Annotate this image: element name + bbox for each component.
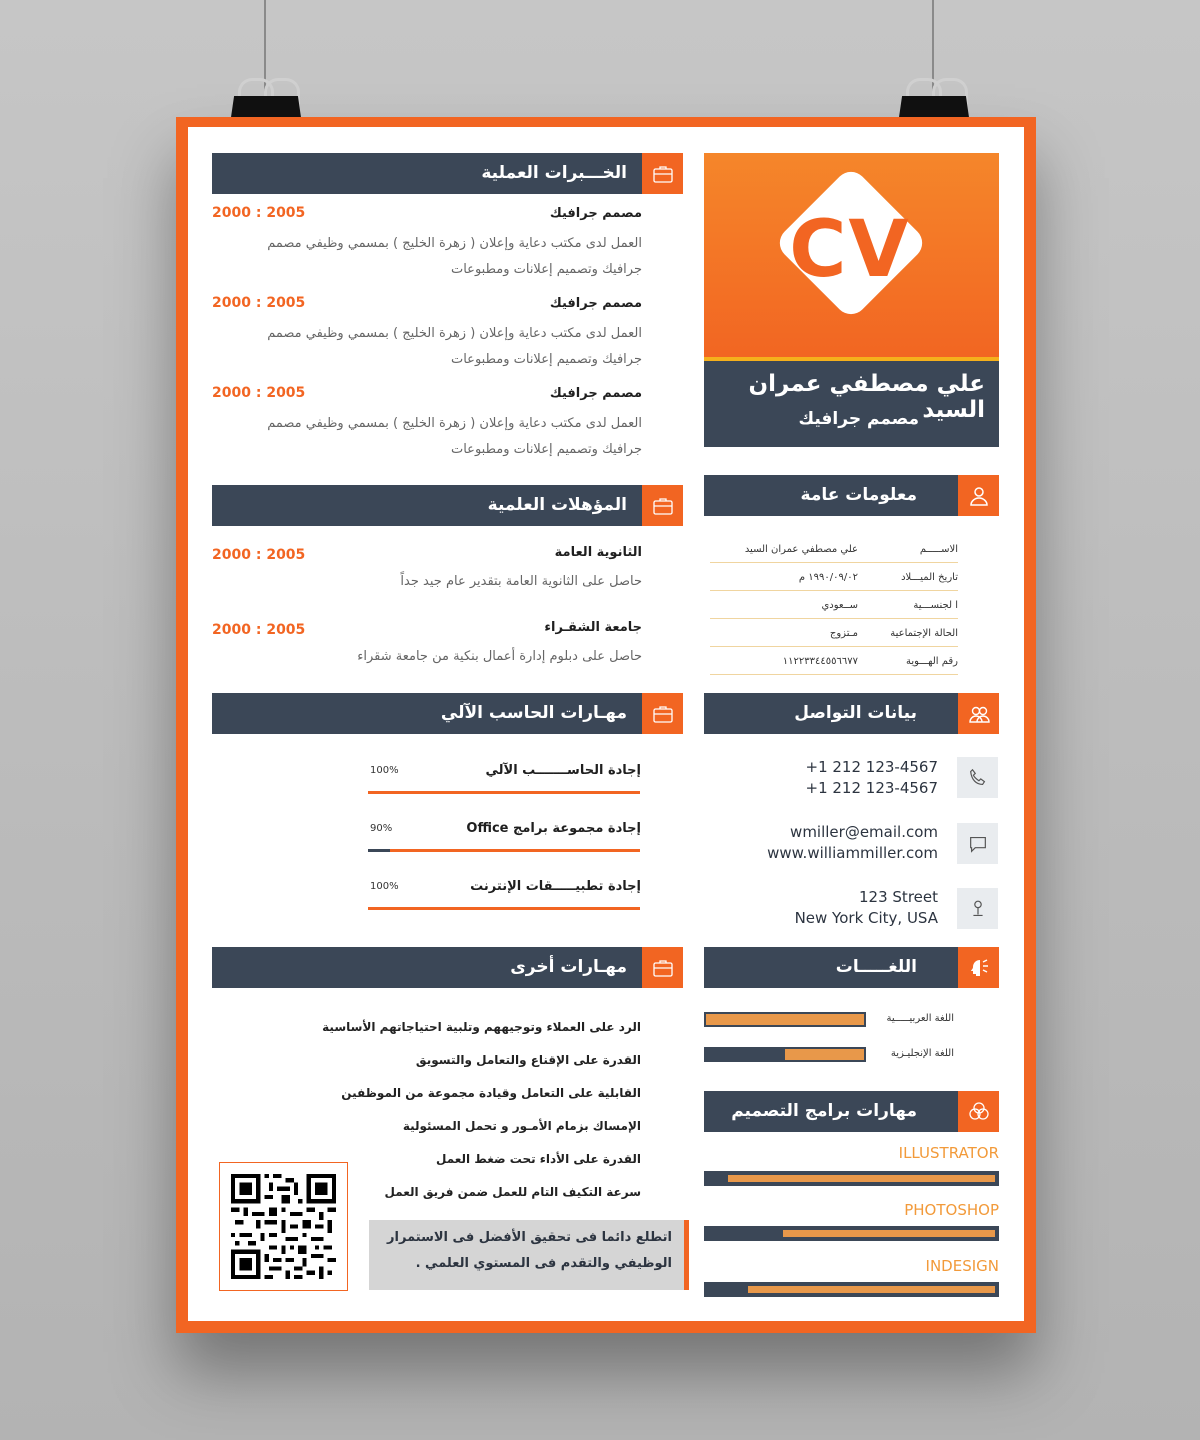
lang-label-2: اللغة الإنجليـزية <box>890 1048 954 1059</box>
computer-skill <box>368 763 641 803</box>
language-head-icon <box>958 947 999 988</box>
lang-label-1: اللغة العربيـــــية <box>886 1013 954 1024</box>
resume-paper <box>188 127 1024 1321</box>
section-header-general <box>704 475 999 516</box>
cv-logo-block <box>704 153 999 361</box>
section-title-design: مهارات برامج التصميم <box>731 1101 917 1121</box>
message-icon <box>957 823 998 864</box>
section-header-computer <box>212 693 683 734</box>
skill-percent: 90% <box>370 823 393 834</box>
phone-2: +1 212 123-4567 <box>805 779 938 797</box>
resume-poster <box>176 117 1036 1333</box>
contact-web <box>728 822 938 864</box>
skill-bar-fill <box>368 907 640 910</box>
briefcase-icon <box>642 947 683 988</box>
design-skill-name: PHOTOSHOP <box>904 1201 999 1219</box>
info-value: ســعودي <box>821 600 858 611</box>
skill-bar <box>368 849 640 852</box>
experience-desc-line2: جرافيك وتصميم إعلانات ومطبوعات <box>450 442 642 457</box>
education-degree: الثانوية العامة <box>554 545 642 560</box>
section-title-experience: الخـــبرات العملية <box>481 163 627 183</box>
skill-percent: 100% <box>370 881 399 892</box>
skill-bar-fill <box>368 791 640 794</box>
design-bar <box>704 1171 999 1186</box>
experience-desc-line2: جرافيك وتصميم إعلانات ومطبوعات <box>450 262 642 277</box>
education-date: 2000 : 2005 <box>212 622 306 638</box>
info-value: مـتزوج <box>829 628 858 639</box>
info-value: ١١٢٢٣٣٤٤٥٥٦٦٧٧ <box>782 656 858 667</box>
experience-item <box>212 295 642 375</box>
section-title-education: المؤهلات العلمية <box>487 495 627 515</box>
info-key: تاريخ الميـــلاد <box>901 572 958 583</box>
lang-bar-fill <box>706 1014 864 1025</box>
info-key: ا لجنســـية <box>913 600 958 611</box>
design-skill-name: INDESIGN <box>925 1257 999 1275</box>
education-date: 2000 : 2005 <box>212 547 306 563</box>
experience-desc-line1: العمل لدى مكتب دعاية وإعلان ( زهرة الخليج ) بمسمي وظيفي مصمم <box>267 236 642 251</box>
experience-desc-line2: جرافيك وتصميم إعلانات ومطبوعات <box>450 352 642 367</box>
profile-title: مصمم جرافيك <box>798 409 919 429</box>
education-desc: حاصل على دبلوم إدارة أعمال بنكية من جامعة شقراء <box>357 649 642 664</box>
info-key: الاســـــم <box>919 544 958 555</box>
section-title-general: معلومات عامة <box>800 485 917 505</box>
quote-line-1: اتطلع دائما فى تحقيق الأفضل فى الاستمرار <box>387 1230 672 1245</box>
section-header-languages <box>704 947 999 988</box>
experience-desc-line1: العمل لدى مكتب دعاية وإعلان ( زهرة الخليج ) بمسمي وظيفي مصمم <box>267 326 642 341</box>
list-item: سرعة التكيف التام للعمل ضمن فريق العمل <box>384 1185 641 1199</box>
profile-name-box <box>704 361 999 447</box>
info-key: رقم الهـــوية <box>906 656 958 667</box>
skill-bar <box>368 907 640 910</box>
qr-code <box>231 1174 336 1279</box>
list-item: الإمساك بزمام الأمـور و تحمل المسئولية <box>402 1119 641 1133</box>
info-value: علي مصطفي عمران السيد <box>744 544 858 555</box>
skill-label: إجادة الحاســـــــب الآلي <box>485 763 641 778</box>
experience-desc-line1: العمل لدى مكتب دعاية وإعلان ( زهرة الخليج ) بمسمي وظيفي مصمم <box>267 416 642 431</box>
qr-code-frame <box>219 1162 348 1291</box>
section-header-experience <box>212 153 683 194</box>
experience-date: 2000 : 2005 <box>212 205 306 221</box>
email-link[interactable]: wmiller@email.com <box>790 823 938 841</box>
section-title-computer: مهـارات الحاسب الآلي <box>440 703 627 723</box>
info-row <box>710 591 958 619</box>
computer-skill <box>368 821 641 861</box>
experience-item <box>212 385 642 465</box>
contact-phones <box>748 757 938 799</box>
users-icon <box>958 693 999 734</box>
experience-date: 2000 : 2005 <box>212 385 306 401</box>
user-icon <box>958 475 999 516</box>
cv-logo-text: CV <box>789 205 911 295</box>
info-row <box>710 647 958 675</box>
experience-date: 2000 : 2005 <box>212 295 306 311</box>
briefcase-icon <box>642 153 683 194</box>
section-title-languages: اللغـــــات <box>835 957 917 977</box>
info-key: الحالة الإجتماعية <box>890 628 958 639</box>
experience-role: مصمم جرافيك <box>549 206 642 221</box>
design-skill-name: ILLUSTRATOR <box>898 1144 999 1162</box>
design-bar-fill <box>748 1286 995 1293</box>
lang-bar-fill <box>785 1049 864 1060</box>
design-bar-fill <box>783 1230 995 1237</box>
street: 123 Street <box>859 888 938 906</box>
briefcase-icon <box>642 485 683 526</box>
website-link[interactable]: www.williammiller.com <box>767 844 938 862</box>
skill-label: إجادة مجموعة برامج Office <box>466 821 641 836</box>
city: New York City, USA <box>794 909 938 927</box>
info-row <box>710 619 958 647</box>
info-row <box>710 563 958 591</box>
computer-skill <box>368 879 641 919</box>
education-item <box>212 547 642 597</box>
experience-role: مصمم جرافيك <box>549 386 642 401</box>
design-bar-fill <box>728 1175 995 1182</box>
education-degree: جامعة الشقـراء <box>544 620 642 635</box>
quote-box <box>369 1220 689 1290</box>
experience-item <box>212 205 642 285</box>
section-header-education <box>212 485 683 526</box>
section-title-contact: بيانات التواصل <box>794 703 917 723</box>
location-icon <box>957 888 998 929</box>
list-item: الرد على العملاء وتوجيههم وتلبية احتياجاتهم الأساسية <box>322 1020 641 1034</box>
phone-icon <box>957 757 998 798</box>
section-title-other: مهـارات أخرى <box>510 957 627 977</box>
list-item: القدرة على الإقناع والتعامل والتسويق <box>415 1053 641 1067</box>
skill-label: إجادة تطبيـــــقات الإنترنت <box>470 879 641 894</box>
circles-icon <box>958 1091 999 1132</box>
section-header-other <box>212 947 683 988</box>
general-info-table <box>702 535 972 685</box>
quote-line-2: الوظيفي والتقدم فى المستوي العلمي . <box>415 1256 672 1271</box>
phone-1: +1 212 123-4567 <box>805 758 938 776</box>
list-item: القابلية على التعامل وقيادة مجموعة من الموظفين <box>341 1086 641 1100</box>
briefcase-icon <box>642 693 683 734</box>
info-value: ١٩٩٠/٠٩/٠٢ م <box>798 572 858 583</box>
skill-bar-fill <box>390 849 640 852</box>
section-header-contact <box>704 693 999 734</box>
section-header-design <box>704 1091 999 1132</box>
skill-bar <box>368 791 640 794</box>
profile-name: علي مصطفي عمران السيد <box>748 371 985 423</box>
education-item <box>212 622 642 672</box>
lang-bar-2 <box>704 1047 866 1062</box>
education-desc: حاصل على الثانوية العامة بتقدير عام جيد جداً <box>400 574 642 589</box>
contact-address <box>748 887 938 929</box>
design-bar <box>704 1282 999 1297</box>
other-skills-list <box>308 1011 641 1209</box>
skill-percent: 100% <box>370 765 399 776</box>
design-bar <box>704 1226 999 1241</box>
experience-role: مصمم جرافيك <box>549 296 642 311</box>
lang-bar-1 <box>704 1012 866 1027</box>
list-item: القدرة على الأداء تحت ضغط العمل <box>436 1152 641 1166</box>
info-row <box>710 535 958 563</box>
